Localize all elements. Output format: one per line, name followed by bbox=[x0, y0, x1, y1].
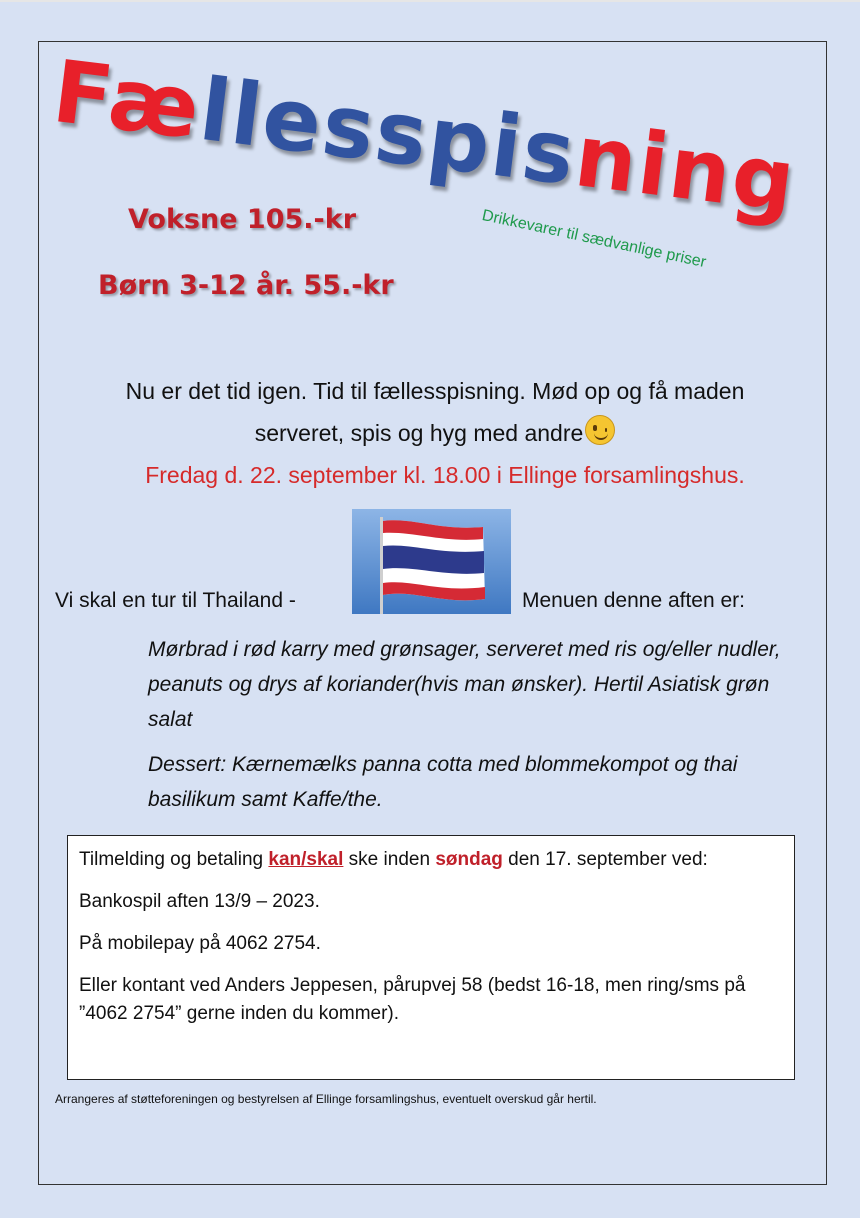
theme-right-text: Menuen denne aften er: bbox=[522, 589, 746, 612]
signup-mid: ske inden bbox=[343, 849, 436, 870]
intro-text bbox=[60, 370, 810, 454]
title-part-1: Fæ bbox=[47, 42, 207, 160]
drinks-note: Drikkevarer til sædvanlige priser bbox=[480, 207, 708, 272]
title-part-2: lles bbox=[194, 60, 382, 181]
signup-line-4: Eller kontant ved Anders Jeppesen, pårupvej 58 (bedst 16-18, men ring/sms på ”4062 2754” gerne inden du kommer). bbox=[79, 975, 746, 1024]
signup-line-3: På mobilepay på 4062 2754. bbox=[79, 933, 321, 954]
menu-description bbox=[148, 632, 818, 817]
poster-page bbox=[0, 2, 860, 1218]
signup-pre: Tilmelding og betaling bbox=[79, 849, 269, 870]
signup-post: den 17. september ved: bbox=[502, 849, 708, 870]
thai-flag-graphic bbox=[352, 509, 511, 614]
signup-highlight-kan-skal: kan/skal bbox=[268, 849, 344, 870]
title-part-4: ning bbox=[569, 106, 802, 233]
intro-line-2-wrap bbox=[60, 412, 810, 454]
winking-face-icon bbox=[585, 415, 615, 445]
menu-main-course: Mørbrad i rød karry med grønsager, serveret med ris og/eller nudler, peanuts og drys af koriander(hvis man ønsker). Hertil Asiatisk grøn salat bbox=[148, 638, 781, 731]
footer-note: Arrangeres af støtteforeningen og bestyrelsen af Ellinge forsamlingshus, eventuelt overskud går hertil. bbox=[55, 1092, 597, 1106]
theme-left-text: Vi skal en tur til Thailand - bbox=[55, 589, 296, 612]
child-price: Børn 3-12 år. 55.-kr bbox=[98, 270, 394, 301]
menu-dessert: Dessert: Kærnemælks panna cotta med blommekompot og thai basilikum samt Kaffe/the. bbox=[148, 753, 738, 811]
signup-line-1 bbox=[79, 846, 783, 874]
event-date: Fredag d. 22. september kl. 18.00 i Ellinge forsamlingshus. bbox=[145, 462, 745, 488]
thai-flag-icon bbox=[352, 509, 511, 614]
intro-line-2: serveret, spis og hyg med andre bbox=[254, 420, 584, 446]
intro-line-1: Nu er det tid igen. Tid til fællesspisning. Mød op og få maden bbox=[125, 378, 745, 404]
signup-box bbox=[67, 835, 795, 1080]
signup-highlight-sondag: søndag bbox=[435, 849, 503, 870]
signup-line-2: Bankospil aften 13/9 – 2023. bbox=[79, 891, 320, 912]
title-part-3: spis bbox=[369, 81, 582, 206]
adult-price: Voksne 105.-kr bbox=[128, 204, 357, 235]
